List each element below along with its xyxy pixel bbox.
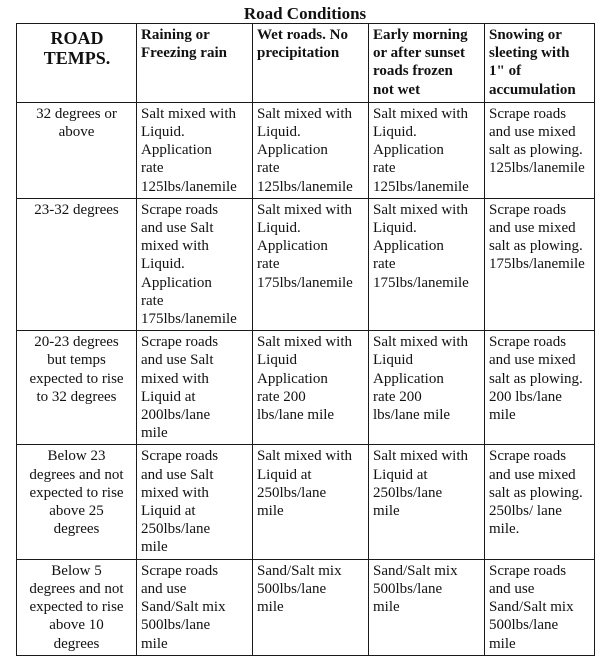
header-line: precipitation [257,45,340,62]
cell-line: lbs/lane mile [257,407,335,424]
cell-line: 250lbs/lane [373,484,443,501]
cell-line: 250lbs/lane [257,484,327,501]
cell-line: rate [141,292,164,309]
cell-line: and use Salt [141,466,214,483]
cell-line: Scrape roads [489,201,567,218]
cell-line: Salt mixed with [257,448,352,465]
cell-raining [137,559,253,655]
cell-line: Liquid. [141,256,185,273]
cell-line: 125lbs/lanemile [257,178,353,195]
cell-line: Liquid. [257,124,301,141]
cell-line: Sand/Salt mix [373,562,458,579]
cell-line: Application [373,142,444,159]
header-line: Freezing rain [141,45,227,62]
table-row [17,445,595,559]
cell-line: salt as plowing. [489,142,583,159]
cell-line: rate [373,256,396,273]
cell-snowing [485,198,595,330]
cell-line: mile [489,407,516,424]
cell-line: mile [257,599,284,616]
column-header-wet-roads [253,24,369,103]
cell-line: 175lbs/lanemile [257,274,353,291]
cell-line: Liquid at [373,466,428,483]
cell-line: 250lbs/ lane [489,503,562,520]
cell-line: 125lbs/lanemile [141,178,237,195]
header-line: roads frozen [373,63,453,80]
cell-wet-roads [253,445,369,559]
cell-early-morning [369,445,485,559]
table-row [17,198,595,330]
cell-early-morning [369,198,485,330]
cell-line: 175lbs/lanemile [141,311,237,328]
cell-line: mixed with [141,484,209,501]
road-conditions-table [16,23,595,656]
cell-line: 200 lbs/lane [489,388,562,405]
cell-line: 175lbs/lanemile [489,256,585,273]
cell-line: Salt mixed with [257,201,352,218]
cell-line: and use [141,580,187,597]
cell-line: mixed with [141,370,209,387]
cell-line: Liquid at [141,503,196,520]
cell-line: Salt mixed with [373,334,468,351]
cell-line: Scrape roads [489,448,567,465]
cell-road-temp [17,102,137,198]
cell-line: degrees and not [29,466,124,483]
cell-line: Application [373,370,444,387]
cell-line: mile. [489,521,520,538]
cell-line: salt as plowing. [489,238,583,255]
cell-line: mile [257,503,284,520]
cell-line: Salt mixed with [141,105,236,122]
cell-line: 32 degrees or [36,105,117,122]
cell-wet-roads [253,559,369,655]
cell-raining [137,198,253,330]
cell-line: Application [257,370,328,387]
header-line: Early morning [373,27,468,43]
cell-line: 500lbs/lane [373,580,443,597]
cell-line: 175lbs/lanemile [373,274,469,291]
cell-line: Liquid. [373,220,417,237]
cell-line: 125lbs/lanemile [373,178,469,195]
cell-line: Below 23 [47,448,106,465]
cell-line: Salt mixed with [257,105,352,122]
cell-line: Sand/Salt mix [257,562,342,579]
cell-raining [137,445,253,559]
table-body [17,102,595,655]
cell-line: Application [257,238,328,255]
cell-line: mile [141,425,168,442]
cell-line: Salt mixed with [257,334,352,351]
cell-line: Salt mixed with [373,105,468,122]
cell-line: above [58,124,95,141]
column-header-road-temps [17,24,137,103]
cell-line: and use Salt [141,352,214,369]
header-row [17,24,595,103]
cell-line: expected to rise [29,599,124,616]
cell-line: Application [257,142,328,159]
cell-line: and use Salt [141,220,214,237]
cell-line: mile [489,635,516,652]
cell-line: mixed with [141,238,209,255]
cell-snowing [485,102,595,198]
cell-line: 500lbs/lane [257,580,327,597]
cell-line: and use mixed [489,352,576,369]
header-line: Snowing or [489,27,562,43]
cell-line: Liquid at [257,466,312,483]
header-line: TEMPS. [43,48,111,68]
cell-line: mile [141,635,168,652]
cell-line: 500lbs/lane [489,617,559,634]
cell-wet-roads [253,102,369,198]
cell-line: Liquid [257,352,297,369]
cell-line: 125lbs/lanemile [489,160,585,177]
cell-line: salt as plowing. [489,370,583,387]
cell-line: rate [257,160,280,177]
cell-line: Below 5 [51,562,102,579]
cell-line: and use mixed [489,220,576,237]
cell-line: Salt mixed with [373,448,468,465]
cell-line: mile [373,599,400,616]
cell-line: Liquid at [141,388,196,405]
cell-line: Liquid. [257,220,301,237]
cell-raining [137,331,253,445]
cell-line: Sand/Salt mix [141,599,226,616]
cell-line: Liquid [373,352,413,369]
cell-line: rate [373,160,396,177]
cell-line: salt as plowing. [489,484,583,501]
column-header-snowing [485,24,595,103]
cell-early-morning [369,331,485,445]
cell-early-morning [369,102,485,198]
cell-wet-roads [253,331,369,445]
cell-line: rate 200 [257,388,306,405]
cell-line: Liquid. [141,124,185,141]
cell-line: rate [257,256,280,273]
table-row [17,331,595,445]
cell-line: 20-23 degrees [34,334,119,351]
cell-line: degrees and not [29,580,124,597]
cell-line: degrees [53,521,100,538]
cell-road-temp [17,331,137,445]
cell-snowing [485,445,595,559]
cell-line: Scrape roads [141,562,219,579]
cell-line: above 10 [49,617,104,634]
cell-road-temp [17,559,137,655]
cell-line: Application [141,142,212,159]
header-line: Wet roads. No [257,27,348,43]
cell-line: rate 200 [373,388,422,405]
cell-line: expected to rise [29,484,124,501]
header-line: or after sunset [373,45,465,62]
table-row [17,102,595,198]
cell-line: and use mixed [489,466,576,483]
cell-line: Application [141,274,212,291]
cell-early-morning [369,559,485,655]
cell-line: Salt mixed with [373,201,468,218]
cell-line: Liquid. [373,124,417,141]
cell-line: degrees [53,635,100,652]
cell-line: expected to rise [29,370,124,387]
header-line: sleeting with [489,45,570,62]
cell-line: rate [141,160,164,177]
cell-line: lbs/lane mile [373,407,451,424]
cell-road-temp [17,445,137,559]
cell-line: Scrape roads [489,334,567,351]
cell-line: Scrape roads [489,562,567,579]
cell-wet-roads [253,198,369,330]
table-row [17,559,595,655]
cell-snowing [485,559,595,655]
header-line: ROAD [50,28,104,48]
cell-line: Scrape roads [141,448,219,465]
cell-line: Scrape roads [141,201,219,218]
cell-line: 23-32 degrees [34,201,119,218]
header-line: accumulation [489,81,576,98]
cell-line: above 25 [49,503,104,520]
cell-line: and use mixed [489,124,576,141]
cell-line: 500lbs/lane [141,617,211,634]
cell-line: mile [141,539,168,556]
cell-line: Scrape roads [141,334,219,351]
cell-raining [137,102,253,198]
header-line: not wet [373,81,421,98]
cell-road-temp [17,198,137,330]
header-line: 1" of [489,63,522,80]
cell-line: Sand/Salt mix [489,599,574,616]
cell-line: 200lbs/lane [141,407,211,424]
cell-line: Application [373,238,444,255]
cell-line: to 32 degrees [36,388,117,405]
cell-line: but temps [47,352,106,369]
cell-line: and use [489,580,535,597]
column-header-raining [137,24,253,103]
page-title: Road Conditions [243,4,367,23]
cell-snowing [485,331,595,445]
column-header-early-morning [369,24,485,103]
cell-line: 250lbs/lane [141,521,211,538]
cell-line: Scrape roads [489,105,567,122]
header-line: Raining or [141,27,210,43]
cell-line: mile [373,503,400,520]
